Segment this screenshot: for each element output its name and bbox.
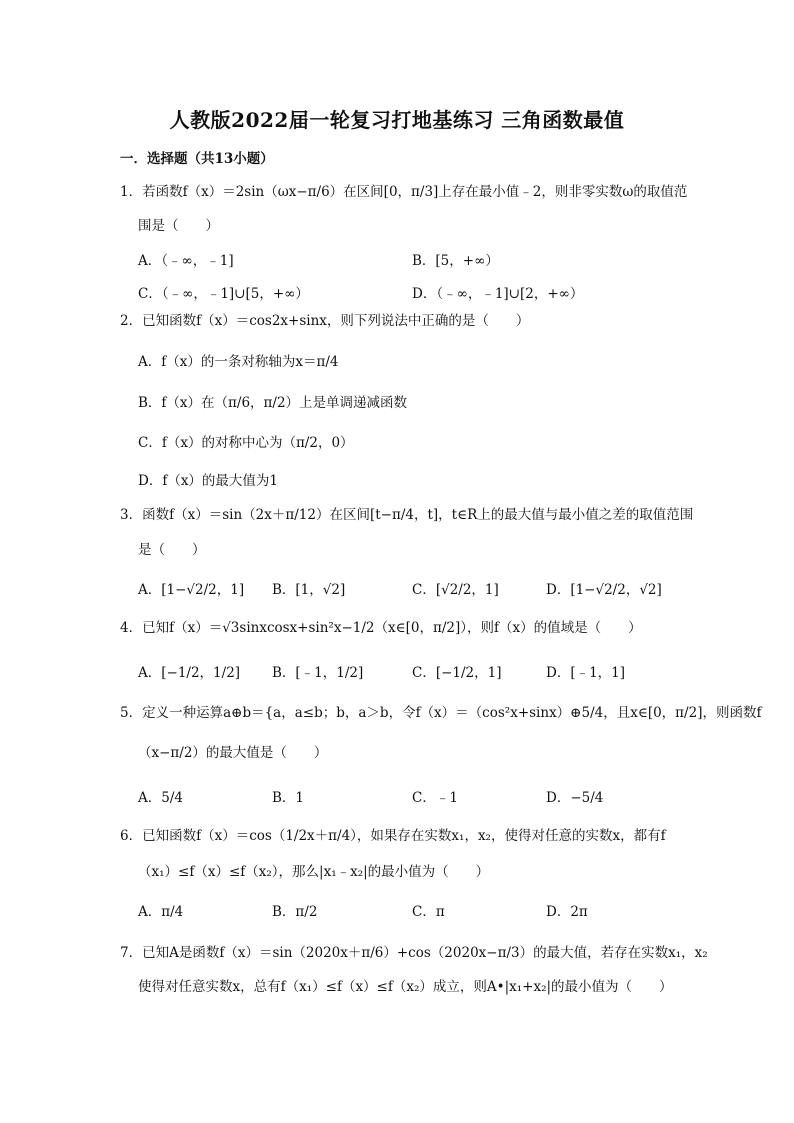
question-1-line-1: 1．若函数f（x）＝2sin（ωx−π/6）在区间[0，π/3]上存在最小值﹣2，则非零实数ω的取值范 [120,184,688,200]
section-heading: 一．选择题（共13小题） [120,151,274,167]
question-2-option-c: C．f（x）的对称中心为（π/2，0） [138,435,354,451]
question-5-option-b: B．1 [272,790,305,806]
question-4-option-b: B．[﹣1，1/2] [272,665,364,681]
document-title: 人教版2022届一轮复习打地基练习 三角函数最值 [169,108,625,132]
question-3-option-c: C．[√2/2，1] [412,582,499,598]
question-2-line-1: 2．已知函数f（x）＝cos2x+sinx，则下列说法中正确的是（ ） [120,313,530,329]
question-5-option-a: A．5/4 [138,790,183,806]
question-6-line-1: 6．已知函数f（x）＝cos（1/2x＋π/4），如果存在实数x₁，x₂，使得对任意的实数x，都有f [120,828,666,844]
question-6-option-d: D．2π [546,904,588,920]
question-4-option-a: A．[−1/2，1/2] [138,665,241,681]
question-1-option-b: B．[5，+∞） [412,253,499,269]
question-6-line-2: （x₁）≤f（x）≤f（x₂），那么|x₁﹣x₂|的最小值为（ ） [138,864,490,880]
question-3-option-d: D．[1−√2/2，√2] [546,582,662,598]
question-6-option-c: C．π [412,904,445,920]
question-5-option-c: C．﹣1 [412,790,458,806]
question-4-option-d: D．[﹣1，1] [546,665,626,681]
question-1-option-a: A．（﹣∞，﹣1] [138,253,234,269]
question-5-option-d: D．−5/4 [546,790,604,806]
question-5-line-2: （x−π/2）的最大值是（ ） [138,745,328,761]
question-1-line-2: 围是（ ） [138,218,219,234]
question-2-option-d: D．f（x）的最大值为1 [138,473,279,489]
question-1-option-c: C．（﹣∞，﹣1]∪[5，+∞） [138,286,309,302]
question-4-option-c: C．[−1/2，1] [412,665,502,681]
question-1-option-d: D．（﹣∞，﹣1]∪[2，+∞） [412,286,584,302]
question-3-line-1: 3．函数f（x）＝sin（2x＋π/12）在区间[t−π/4，t]，t∈R上的最大值与最小值之差的取值范围 [120,507,694,523]
question-6-option-b: B．π/2 [272,904,318,920]
question-2-option-b: B．f（x）在（π/6，π/2）上是单调递减函数 [138,395,408,411]
question-7-line-1: 7．已知A是函数f（x）＝sin（2020x＋π/6）+cos（2020x−π/3）的最大值，若存在实数x₁，x₂ [120,945,708,961]
question-7-line-2: 使得对任意实数x，总有f（x₁）≤f（x）≤f（x₂）成立，则A•|x₁+x₂|的最小值为（ ） [138,979,673,995]
question-2-option-a: A．f（x）的一条对称轴为x＝π/4 [138,354,339,370]
question-3-line-2: 是（ ） [138,542,206,558]
question-5-line-1: 5．定义一种运算a⊕b＝{a，a≤b；b，a＞b，令f（x）＝（cos²x+sinx）⊕5/4，且x∈[0，π/2]，则函数f [120,705,762,721]
question-3-option-b: B．[1，√2] [272,582,346,598]
question-6-option-a: A．π/4 [138,904,184,920]
question-3-option-a: A．[1−√2/2，1] [138,582,245,598]
question-4-line-1: 4．已知f（x）＝√3sinxcosx+sin²x−1/2（x∈[0，π/2]），则f（x）的值域是（ ） [120,620,642,636]
